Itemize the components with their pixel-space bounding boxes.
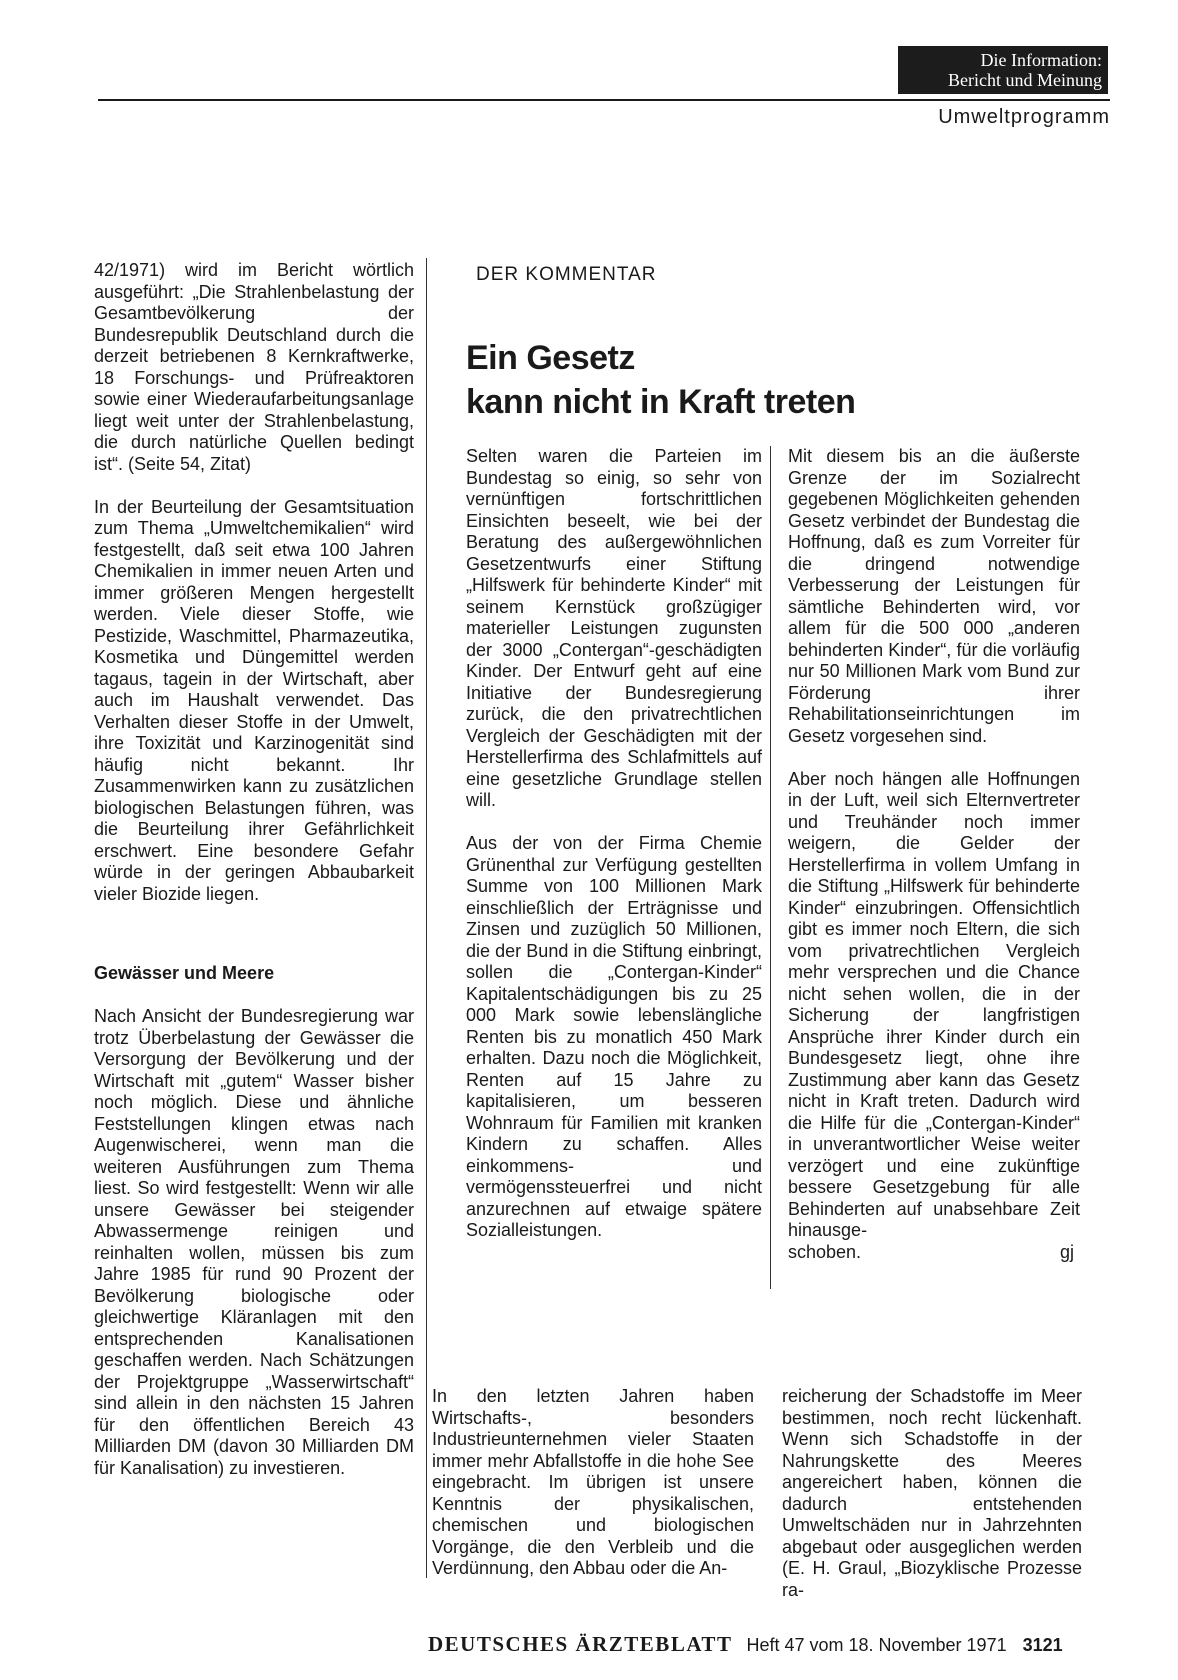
paragraph: Aus der von der Firma Chemie Grünenthal zur Verfügung gestellten Summe von 100 Millionen Mark einschließlich der Erträgnisse und Zinsen und zuzüglich 50 Millionen, die der Bund in die Stiftung einbringt, sollen die „Contergan-Kinder“ Kapitalentschädigungen bis zu 25 000 Mark sowie lebenslängliche Renten bis zu monatlich 450 Mark erhalten. Dazu noch die Möglichkeit, Renten auf 15 Jahre zu kapitalisieren, um besseren Wohnraum für Familien mit kranken Kindern zu schaffen. Alles einkommens- und vermögenssteuerfrei und nicht anzurechnen auf etwaige spätere Sozialleistungen.	[466, 833, 762, 1240]
header-rule	[98, 99, 1110, 101]
column-divider	[426, 258, 427, 1578]
section-label: Umweltprogramm	[938, 106, 1110, 128]
author-signature: gj	[1059, 1241, 1074, 1262]
journal-name: DEUTSCHES ÄRZTEBLATT	[428, 1632, 733, 1656]
rubric-line-2: Bericht und Meinung	[948, 70, 1102, 90]
headline-line-2: kann nicht in Kraft treten	[466, 383, 856, 421]
column-divider	[770, 446, 771, 1289]
article-column-lower-2	[782, 1386, 1082, 1601]
paragraph-end: schoben.	[788, 1241, 862, 1262]
article-column-lower-1	[432, 1386, 754, 1580]
commentary-kicker: DER KOMMENTAR	[476, 264, 657, 285]
page-footer	[428, 1632, 1063, 1657]
subheading: Gewässer und Meere	[94, 963, 275, 983]
paragraph: reicherung der Schadstoffe im Meer bestimmen, noch recht lückenhaft. Wenn sich Schadstoffe in der Nahrungskette des Meeres angereichert haben, können die dadurch entstehenden Umweltschäden nur in Jahrzehnten abgebaut oder ausgeglichen werden (E. H. Graul, „Biozyklische Prozesse ra-	[782, 1386, 1082, 1600]
commentary-column-1	[466, 446, 762, 1242]
rubric-line-1: Die Information:	[980, 50, 1102, 70]
paragraph: 42/1971) wird im Bericht wörtlich ausgeführt: „Die Strahlenbelastung der Gesamtbevölkerung der Bundesrepublik Deutschland durch die derzeit betriebenen 8 Kernkraftwerke, 18 Forschungs- und Prüfreaktoren sowie einer Wiederaufarbeitungsanlage liegt weit unter der Strahlenbelastung, die durch natürliche Quellen bedingt ist“. (Seite 54, Zitat)	[94, 260, 414, 474]
paragraph: Nach Ansicht der Bundesregierung war trotz Überbelastung der Gewässer die Versorgung der Bevölkerung und der Wirtschaft mit „gutem“ Wasser bisher noch möglich. Diese und ähnliche Feststellungen klingen etwas nach Augenwischerei, wenn man die weiteren Ausführungen zum Thema liest. So wird festgestellt: Wenn wir alle unsere Gewässer bei steigender Abwassermenge reinigen und reinhalten wollen, müssen bis zum Jahre 1985 für rund 90 Prozent der Bevölkerung biologische oder gleichwertige Kläranlagen mit den entsprechenden Kanalisationen geschaffen werden. Nach Schätzungen der Projektgruppe „Wasserwirtschaft“ sind allein in den nächsten 15 Jahren für den öffentlichen Bereich 43 Milliarden DM (davon 30 Milliarden DM für Kanalisation) zu investieren.	[94, 1006, 414, 1478]
paragraph: In den letzten Jahren haben Wirtschafts-, besonders Industrieunternehmen vieler Staaten immer mehr Abfallstoffe in die hohe See eingebracht. Im übrigen ist unsere Kenntnis der physikalischen, chemischen und biologischen Vorgänge, die den Verbleib und die Verdünnung, den Abbau oder die An-	[432, 1386, 754, 1578]
commentary-headline	[466, 336, 1086, 424]
page-number: 3121	[1022, 1635, 1063, 1655]
paragraph: Selten waren die Parteien im Bundestag so einig, so sehr von vernünftigen fortschrittlichen Einsichten beseelt, wie bei der Beratung des außergewöhnlichen Gesetzentwurfs einer Stiftung „Hilfswerk für behinderte Kinder“ mit seinem Kernstück großzügiger materieller Leistungen zugunsten der 3000 „Contergan“-geschädigten Kinder. Der Entwurf geht auf eine Initiative der Bundesregierung zurück, die den privatrechtlichen Vergleich der Geschädigten mit der Herstellerfirma des Schlafmittels auf eine gesetzliche Grundlage stellen will.	[466, 446, 762, 810]
commentary-column-2	[788, 446, 1080, 1263]
headline-line-1: Ein Gesetz	[466, 339, 635, 377]
paragraph: In der Beurteilung der Gesamtsituation zum Thema „Umweltchemikalien“ wird festgestellt, daß seit etwa 100 Jahren Chemikalien in immer neuen Arten und immer größeren Mengen hergestellt werden. Viele dieser Stoffe, wie Pestizide, Waschmittel, Pharmazeutika, Kosmetika und Düngemittel werden tagaus, tagein in der Wirtschaft, aber auch im Haushalt verwendet. Das Verhalten dieser Stoffe in der Umwelt, ihre Toxizität und Karzinogenität sind häufig nicht bekannt. Ihr Zusammenwirken kann zu zusätzlichen biologischen Belastungen führen, was die Beurteilung ihrer Gefährlichkeit erschwert. Eine besondere Gefahr würde in der geringen Abbaubarkeit vieler Biozide liegen.	[94, 496, 414, 904]
issue-info: Heft 47 vom 18. November 1971	[746, 1635, 1007, 1655]
paragraph: Mit diesem bis an die äußerste Grenze der im Sozialrecht gegebenen Möglichkeiten gehenden Gesetz verbindet der Bundestag die Hoffnung, daß es zum Vorreiter für die dringend notwendige Verbesserung der Leistungen für sämtliche Behinderten wird, vor allem für die 500 000 „anderen behinderten Kinder“, für die vorläufig nur 50 Millionen Mark vom Bund zur Förderung ihrer Rehabilitationseinrichtungen im Gesetz vorgesehen sind.	[788, 446, 1080, 746]
article-column-left	[94, 260, 414, 1479]
paragraph: Aber noch hängen alle Hoffnungen in der Luft, weil sich Elternvertreter und Treuhänder noch immer weigern, die Gelder der Herstellerfirma in vollem Umfang in die Stiftung „Hilfswerk für behinderte Kinder“ einzubringen. Offensichtlich gibt es immer noch Eltern, die sich vom privatrechtlichen Vergleich mehr versprechen und die Chance nicht sehen wollen, die in der Sicherung der langfristigen Ansprüche ihrer Kinder durch ein Bundesgesetz liegt, ohne ihre Zustimmung aber kann das Gesetz nicht in Kraft treten. Dadurch wird die Hilfe für die „Contergan-Kinder“ in unverantwortlicher Weise weiter verzögert und eine zukünftige bessere Gesetzgebung für alle Behinderten auf unabsehbare Zeit hinausge-	[788, 768, 1080, 1240]
signature-line	[788, 1242, 1080, 1264]
rubric-badge	[898, 46, 1108, 94]
